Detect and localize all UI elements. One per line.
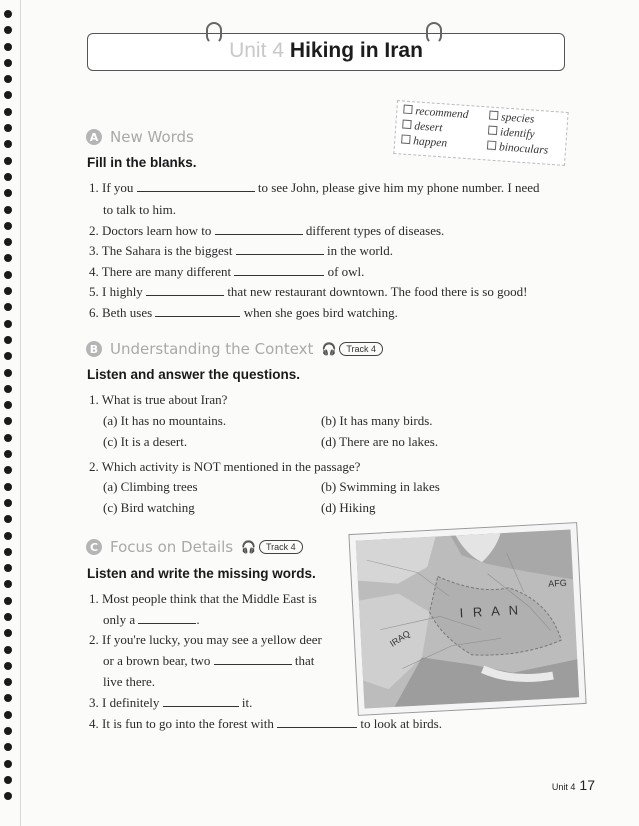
spiral-hole bbox=[4, 10, 12, 18]
spiral-hole bbox=[4, 385, 12, 393]
checkbox-icon bbox=[487, 140, 497, 150]
answer-option[interactable]: (d) There are no lakes. bbox=[321, 434, 439, 449]
answer-blank[interactable] bbox=[155, 305, 240, 317]
checkbox-icon bbox=[401, 134, 411, 144]
word-item: binoculars bbox=[487, 140, 549, 156]
checkbox-icon bbox=[402, 120, 412, 130]
word-bank bbox=[393, 100, 568, 166]
answer-blank[interactable] bbox=[277, 716, 357, 728]
answer-option[interactable]: (a) It has no mountains. bbox=[103, 413, 227, 428]
question: 1. What is true about Iran? bbox=[89, 392, 228, 407]
spiral-hole bbox=[4, 597, 12, 605]
word-item: species bbox=[489, 111, 535, 126]
section-a-instruction: Fill in the blanks. bbox=[87, 155, 197, 170]
section-b-instruction: Listen and answer the questions. bbox=[87, 367, 301, 382]
exercise-line: 4. There are many different of owl. bbox=[89, 264, 365, 279]
spiral-hole bbox=[4, 466, 12, 474]
answer-option[interactable]: (c) It is a desert. bbox=[103, 434, 188, 449]
exercise-line: 1. If you to see John, please give him my phone number. I need bbox=[89, 180, 540, 195]
spiral-hole bbox=[4, 499, 12, 507]
section-c-instruction: Listen and write the missing words. bbox=[87, 566, 316, 581]
word-item: desert bbox=[402, 120, 443, 135]
spiral-hole bbox=[4, 792, 12, 800]
spiral-hole bbox=[4, 662, 12, 670]
question: 2. Which activity is NOT mentioned in the passage? bbox=[89, 459, 361, 474]
section-a-heading: A New Words bbox=[86, 128, 194, 146]
spiral-hole bbox=[4, 157, 12, 165]
track-badge: Track 4 bbox=[259, 540, 303, 554]
page-edge bbox=[20, 0, 21, 826]
word-item: happen bbox=[401, 134, 448, 149]
spiral-hole bbox=[4, 678, 12, 686]
spiral-hole bbox=[4, 59, 12, 67]
spiral-hole bbox=[4, 320, 12, 328]
answer-option[interactable]: (c) Bird watching bbox=[103, 500, 195, 515]
exercise-line: live there. bbox=[103, 674, 155, 689]
spiral-hole bbox=[4, 336, 12, 344]
answer-blank[interactable] bbox=[214, 653, 292, 665]
checkbox-icon bbox=[489, 111, 499, 121]
exercise-line: 1. Most people think that the Middle East is bbox=[89, 591, 317, 606]
spiral-hole bbox=[4, 287, 12, 295]
spiral-hole bbox=[4, 450, 12, 458]
page-footer bbox=[552, 777, 595, 795]
spiral-hole bbox=[4, 434, 12, 442]
section-c-heading: C Focus on Details 🎧 Track 4 bbox=[86, 538, 303, 556]
answer-blank[interactable] bbox=[146, 284, 224, 296]
spiral-hole bbox=[4, 417, 12, 425]
spiral-hole bbox=[4, 369, 12, 377]
track-badge: Track 4 bbox=[339, 342, 383, 356]
audio-track[interactable] bbox=[321, 342, 383, 356]
footer-unit: Unit 4 bbox=[551, 782, 576, 792]
spiral-hole bbox=[4, 254, 12, 262]
map-label-afg: AFG bbox=[548, 577, 568, 589]
page-number: 17 bbox=[579, 777, 595, 793]
map-label-iran: I R A N bbox=[459, 602, 522, 621]
answer-blank[interactable] bbox=[138, 612, 196, 624]
spiral-hole bbox=[4, 401, 12, 409]
spiral-hole bbox=[4, 173, 12, 181]
word-item: recommend bbox=[403, 105, 469, 122]
headphones-icon: 🎧 bbox=[321, 342, 337, 356]
spiral-hole bbox=[4, 189, 12, 197]
unit-title: Hiking in Iran bbox=[289, 39, 423, 62]
answer-option[interactable]: (b) Swimming in lakes bbox=[321, 479, 440, 494]
answer-blank[interactable] bbox=[215, 223, 303, 235]
answer-option[interactable]: (a) Climbing trees bbox=[103, 479, 198, 494]
spiral-hole bbox=[4, 43, 12, 51]
exercise-line: 3. The Sahara is the biggest in the world. bbox=[89, 243, 394, 258]
spiral-hole bbox=[4, 483, 12, 491]
answer-blank[interactable] bbox=[234, 264, 324, 276]
spiral-hole bbox=[4, 352, 12, 360]
section-letter-badge: C bbox=[86, 539, 102, 555]
section-letter-badge: B bbox=[86, 341, 102, 357]
answer-option[interactable]: (d) Hiking bbox=[321, 500, 376, 515]
spiral-hole bbox=[4, 613, 12, 621]
exercise-line: 4. It is fun to go into the forest with to look at birds. bbox=[89, 716, 442, 731]
headphones-icon: 🎧 bbox=[241, 540, 257, 554]
spiral-hole bbox=[4, 108, 12, 116]
spiral-hole bbox=[4, 222, 12, 230]
title-banner bbox=[87, 33, 565, 71]
spiral-hole bbox=[4, 564, 12, 572]
spiral-hole bbox=[4, 548, 12, 556]
exercise-line: or a brown bear, two that bbox=[103, 653, 315, 668]
spiral-hole bbox=[4, 694, 12, 702]
exercise-line: 3. I definitely it. bbox=[89, 695, 253, 710]
word-item: identify bbox=[488, 126, 535, 141]
spiral-hole bbox=[4, 711, 12, 719]
unit-label: Unit 4 bbox=[229, 39, 284, 62]
section-b-heading: B Understanding the Context 🎧 Track 4 bbox=[86, 340, 383, 358]
audio-track[interactable] bbox=[241, 540, 303, 554]
exercise-line: only a . bbox=[103, 612, 200, 627]
exercise-line: 6. Beth uses when she goes bird watching. bbox=[89, 305, 398, 320]
page-title bbox=[88, 39, 564, 63]
spiral-hole bbox=[4, 238, 12, 246]
spiral-hole bbox=[4, 646, 12, 654]
spiral-hole bbox=[4, 532, 12, 540]
answer-blank[interactable] bbox=[163, 695, 239, 707]
spiral-hole bbox=[4, 580, 12, 588]
exercise-line: to talk to him. bbox=[103, 202, 176, 217]
spiral-hole bbox=[4, 743, 12, 751]
checkbox-icon bbox=[403, 105, 413, 115]
answer-option[interactable]: (b) It has many birds. bbox=[321, 413, 433, 428]
spiral-hole bbox=[4, 727, 12, 735]
spiral-hole bbox=[4, 75, 12, 83]
checkbox-icon bbox=[488, 126, 498, 136]
map-label-iraq: IRAQ bbox=[387, 628, 412, 649]
section-letter-badge: A bbox=[86, 129, 102, 145]
exercise-line: 2. Doctors learn how to different types of diseases. bbox=[89, 223, 445, 238]
spiral-hole bbox=[4, 124, 12, 132]
spiral-hole bbox=[4, 629, 12, 637]
spiral-hole bbox=[4, 140, 12, 148]
spiral-hole bbox=[4, 303, 12, 311]
exercise-line: 2. If you're lucky, you may see a yellow deer bbox=[89, 632, 322, 647]
spiral-hole bbox=[4, 271, 12, 279]
spiral-hole bbox=[4, 91, 12, 99]
spiral-hole bbox=[4, 26, 12, 34]
answer-blank[interactable] bbox=[137, 180, 255, 192]
spiral-hole bbox=[4, 760, 12, 768]
spiral-hole bbox=[4, 776, 12, 784]
spiral-hole bbox=[4, 515, 12, 523]
iran-map-image bbox=[349, 523, 585, 715]
spiral-hole bbox=[4, 206, 12, 214]
spiral-binding bbox=[2, 10, 16, 809]
exercise-line: 5. I highly that new restaurant downtown. The food there is so good! bbox=[89, 284, 528, 299]
answer-blank[interactable] bbox=[236, 243, 324, 255]
